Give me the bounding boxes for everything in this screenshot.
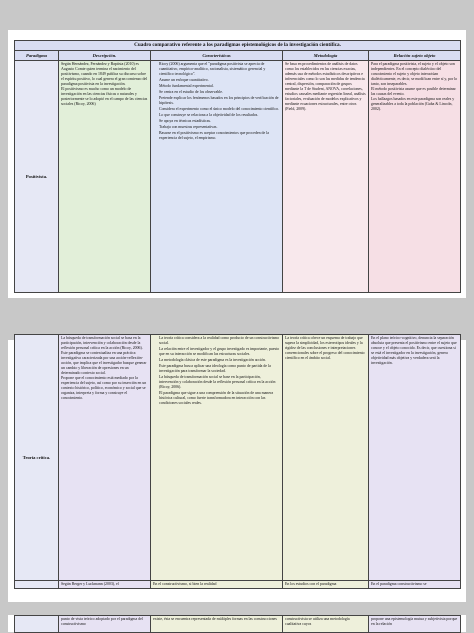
- paradigm-name-constructivista-cell: [15, 581, 59, 589]
- positivista-caracteristica-item: • Ricoy (2006) argumenta que el "paradigma positivista se aprecia de cuantitativo, empírico-analítico, racionalista, sistemático gerencial y científico tecnológico".: [159, 62, 280, 77]
- critica-descripcion-text: La búsqueda de transformación social se basa en la participación, intervención y colaboración desde la reflexión personal crítica en la acción (Ricoy, 2006). Este paradigma se contextualiza en una práctica investigativa caracterizada por una acción-reflexión-acción, que implica que el investigador busque generar un cambio y liberación de opresiones en un determinado contexto social. Propone que el conocimiento está mediado por la experiencia del sujeto, así como por su inserción en un contexto histórico, político, económico y social que se organiza, interpreta y forma y construye el conocimiento.: [61, 336, 147, 400]
- critica-caracteristica-item: • La teoría crítica considera a la realidad como producto de un constructivismo social.: [159, 336, 280, 346]
- page3-relacion: propone una epistemología mutua y subjetivista porque en la relación: [369, 616, 461, 633]
- positivista-caracteristica-item: • Se centra en el estudio de los observable.: [159, 90, 280, 95]
- header-metodologia: Metodología: [283, 51, 369, 61]
- constructivista-relacion-start: En el paradigma constructivismo se: [369, 581, 461, 589]
- positivista-descripcion: [59, 61, 151, 293]
- critica-relacion: En el plano teórico-cognitivo, denuncia la separación absoluta que presenta el positivismo entre el sujeto que conoce y el objeto conocido. Es decir, que cuestiona si se está el investigador en la investigación, genera objetividad más objetiva y verdadera será la investigación.: [369, 335, 461, 581]
- positivista-descripcion-text: Según Hernández, Fernández y Baptista (2010) es Augusto Comte quien termina el nacimiento del positivismo, cuando en 1849 publica su discurso sobre el espíritu positivo, lo cual genera el gran comienzo del paradigma positivista en la investigación. El positivismo es mucho como un modelo de investigación en las ciencias físicas o naturales y posteriormente se lo adoptó en el campo de las ciencias sociales (Ricoy, 2006): [61, 62, 148, 106]
- positivista-caracteristica-item: • Se apoya en técnicas estadísticas.: [159, 119, 280, 124]
- critica-caracteristica-item: • La metodología clásica de este paradigma es la investigación acción.: [159, 358, 280, 363]
- critica-descripcion: [59, 335, 151, 581]
- comparison-table-page-3: [14, 615, 461, 633]
- positivista-caracteristica-item: • Basarse en el positivismo es aceptar conocimientos que proceden de la experiencia del sujeto, el empirismo.: [159, 131, 280, 141]
- paradigm-name-positivista: Positivista.: [15, 61, 59, 293]
- page3-caracteristicas: existe, ésta se encuentra representada de múltiples formas en las construcciones: [151, 616, 283, 633]
- header-paradigma: Paradigma: [15, 51, 59, 61]
- document-page-2: [8, 336, 466, 602]
- positivista-caracteristicas-list: [153, 62, 280, 141]
- positivista-caracteristica-item: • Considera el experimento como el único modelo del conocimiento científico.: [159, 107, 280, 112]
- comparison-table-page-1: [14, 40, 461, 293]
- document-page-1: [8, 30, 466, 298]
- positivista-relacion: [369, 61, 461, 293]
- constructivista-descripcion-start: Según Berger y Luckmann (2003), el: [59, 581, 151, 589]
- header-descripcion: Descripción.: [59, 51, 151, 61]
- positivista-caracteristica-item: • Pretende explicar los fenómenos basados en los principios de verificación de hipótesis.: [159, 96, 280, 106]
- positivista-caracteristica-item: • Método fundamental experimental.: [159, 84, 280, 89]
- positivista-caracteristicas: [151, 61, 283, 293]
- positivista-caracteristica-item: • Trabaja con muestras representativas.: [159, 125, 280, 130]
- critica-caracteristicas-list: [153, 336, 280, 406]
- critica-caracteristica-item: • Este paradigma busca aplicar una ideología como punto de partida de la investigación para transformar la sociedad.: [159, 364, 280, 374]
- critica-caracteristica-item: • La búsqueda de transformación social se base en la participación, intervención y colaboración desde la reflexión personal crítica en la acción (Ricoy, 2006).: [159, 375, 280, 390]
- positivista-caracteristica-item: • Asume un enfoque cuantitativo.: [159, 78, 280, 83]
- page3-metodologia: constructivista se utiliza una metodología cualitativa cuyos: [283, 616, 369, 633]
- constructivista-metodologia-start: En los estudios con el paradigma: [283, 581, 369, 589]
- constructivista-caracteristicas-start: En el constructivismo, si bien la realidad: [151, 581, 283, 589]
- positivista-relacion-text: Para el paradigma positivista, el sujeto y el objeto son independientes. En el concepto dialéctico del conocimiento el sujeto y objeto interactúan dialécticamente, es decir, se modifican entre sí y, por lo tanto, son inseparables. El método positivista asume que es posible determinar las causas del evento. Los hallazgos basados en este paradigma son reales y generalizables a toda la población (Guba & Lincoln, 2002).: [371, 62, 458, 111]
- document-page-3: [8, 615, 466, 632]
- positivista-caracteristica-item: • Lo que construye se relaciona a la objetividad de los resultados.: [159, 113, 280, 118]
- critica-caracteristica-item: • El paradigma que sigue a una comprensión de la situación de una manera histórica cultural, como fuerte transformadora en interacción con las condiciones sociales reales.: [159, 391, 280, 406]
- critica-caracteristicas: [151, 335, 283, 581]
- page3-descripcion: punto de vista teórico adoptado por el paradigma del constructivismo: [59, 616, 151, 633]
- header-relacion: Relación sujeto objeto: [369, 51, 461, 61]
- table-title: Cuadro comparativo referente a los paradigmas epistemológicos de la investigación científica.: [15, 41, 461, 51]
- header-caracteristicas: Características: [151, 51, 283, 61]
- paradigm-name-cell-page-3: [15, 616, 59, 633]
- paradigm-name-teoria-critica: Teoría crítica.: [15, 335, 59, 581]
- critica-metodologia: La teoría crítica ofrece un esquema de trabajo que supera la simplicidad, los estereotipos ideales y la rigidez de las conclusiones e interpretaciones convencionales sobre el progreso del conocimiento científico en el ámbito social.: [283, 335, 369, 581]
- critica-caracteristica-item: • La relación entre el investigador y el grupo investigado es importante, puesto que en su interacción se modifican las estructuras sociales.: [159, 347, 280, 357]
- positivista-metodologia: Se basa en procedimientos de análisis de datos como los establecidos en las ciencias exactas, además usa de métodos estadísticos descriptivos e inferenciales como lo son las medidas de tendencia central, dispersión, comparación de grupos mediante la T de Student, ANOVA, correlaciones, estudios causales mediante regresión lineal, análisis factoriales, evaluación de modelos explicativos y mediante ecuaciones estructurales, entre otros (Field, 2009).: [283, 61, 369, 293]
- comparison-table-page-2: [14, 334, 461, 589]
